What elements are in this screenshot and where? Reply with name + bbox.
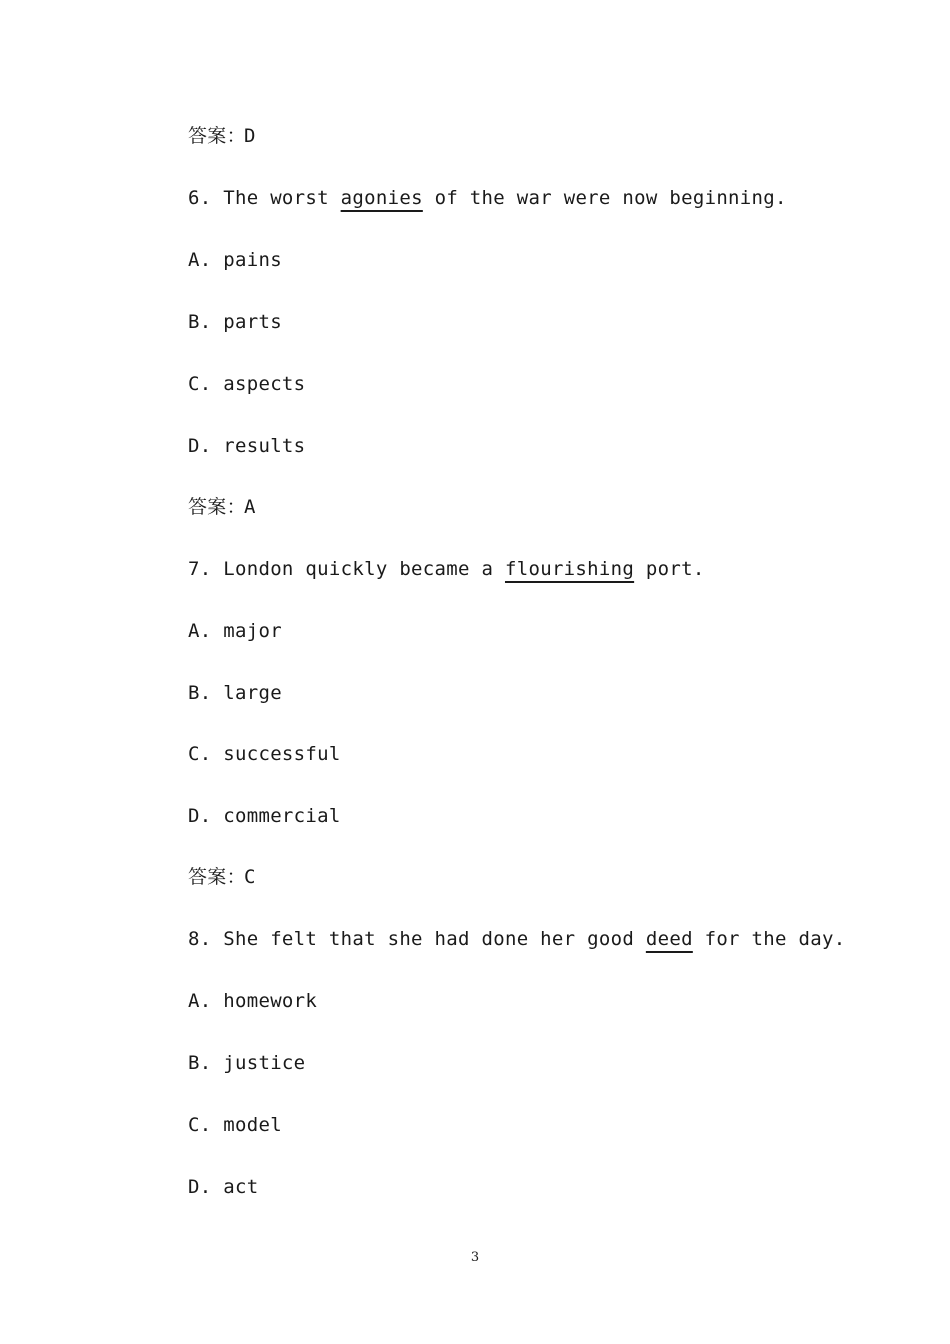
question-text: for the day. <box>704 928 846 950</box>
option-text: aspects <box>223 373 306 395</box>
option-text: justice <box>223 1052 306 1074</box>
option-a <box>188 248 282 272</box>
answer-label: 答案： <box>188 125 246 147</box>
page-number: 3 <box>470 1250 480 1265</box>
option-letter: C. <box>188 1114 212 1136</box>
question-text: She felt that she had done her good <box>223 928 635 950</box>
option-c <box>188 742 341 766</box>
underlined-word: agonies <box>340 187 423 209</box>
question-number: 6. <box>188 187 212 209</box>
option-d <box>188 434 305 458</box>
option-text: homework <box>223 990 318 1012</box>
question-number: 7. <box>188 558 212 580</box>
question-number: 8. <box>188 928 212 950</box>
option-b <box>188 310 282 334</box>
option-letter: B. <box>188 1052 212 1074</box>
answer-value: C <box>244 866 256 888</box>
option-d <box>188 804 341 828</box>
option-text: commercial <box>223 805 341 827</box>
option-text: pains <box>223 249 282 271</box>
option-letter: D. <box>188 805 212 827</box>
answer-line-q7 <box>188 865 256 889</box>
question-7-stem <box>188 557 705 581</box>
question-6-stem <box>188 186 787 210</box>
question-8-stem <box>188 927 845 951</box>
question-text: The worst <box>223 187 329 209</box>
option-c <box>188 1113 282 1137</box>
option-letter: A. <box>188 249 212 271</box>
question-text: port. <box>645 558 705 580</box>
option-text: act <box>223 1176 259 1198</box>
underlined-word: deed <box>645 928 693 950</box>
option-c <box>188 372 305 396</box>
option-a <box>188 619 282 643</box>
option-letter: D. <box>188 1176 212 1198</box>
option-b <box>188 1051 305 1075</box>
underlined-word: flourishing <box>504 558 635 580</box>
option-text: model <box>223 1114 282 1136</box>
option-text: large <box>223 682 282 704</box>
question-text: London quickly became a <box>223 558 494 580</box>
option-b <box>188 681 282 705</box>
option-d <box>188 1175 258 1199</box>
answer-label: 答案： <box>188 866 246 888</box>
option-text: successful <box>223 743 341 765</box>
answer-line-q6 <box>188 495 256 519</box>
answer-value: A <box>244 496 256 518</box>
option-letter: B. <box>188 311 212 333</box>
answer-line-prev <box>188 124 256 148</box>
option-letter: D. <box>188 435 212 457</box>
option-letter: B. <box>188 682 212 704</box>
option-letter: C. <box>188 743 212 765</box>
option-letter: C. <box>188 373 212 395</box>
option-text: parts <box>223 311 282 333</box>
answer-value: D <box>244 125 256 147</box>
option-text: major <box>223 620 282 642</box>
option-a <box>188 989 317 1013</box>
option-letter: A. <box>188 990 212 1012</box>
question-text: of the war were now beginning. <box>434 187 787 209</box>
option-text: results <box>223 435 306 457</box>
answer-label: 答案： <box>188 496 246 518</box>
option-letter: A. <box>188 620 212 642</box>
